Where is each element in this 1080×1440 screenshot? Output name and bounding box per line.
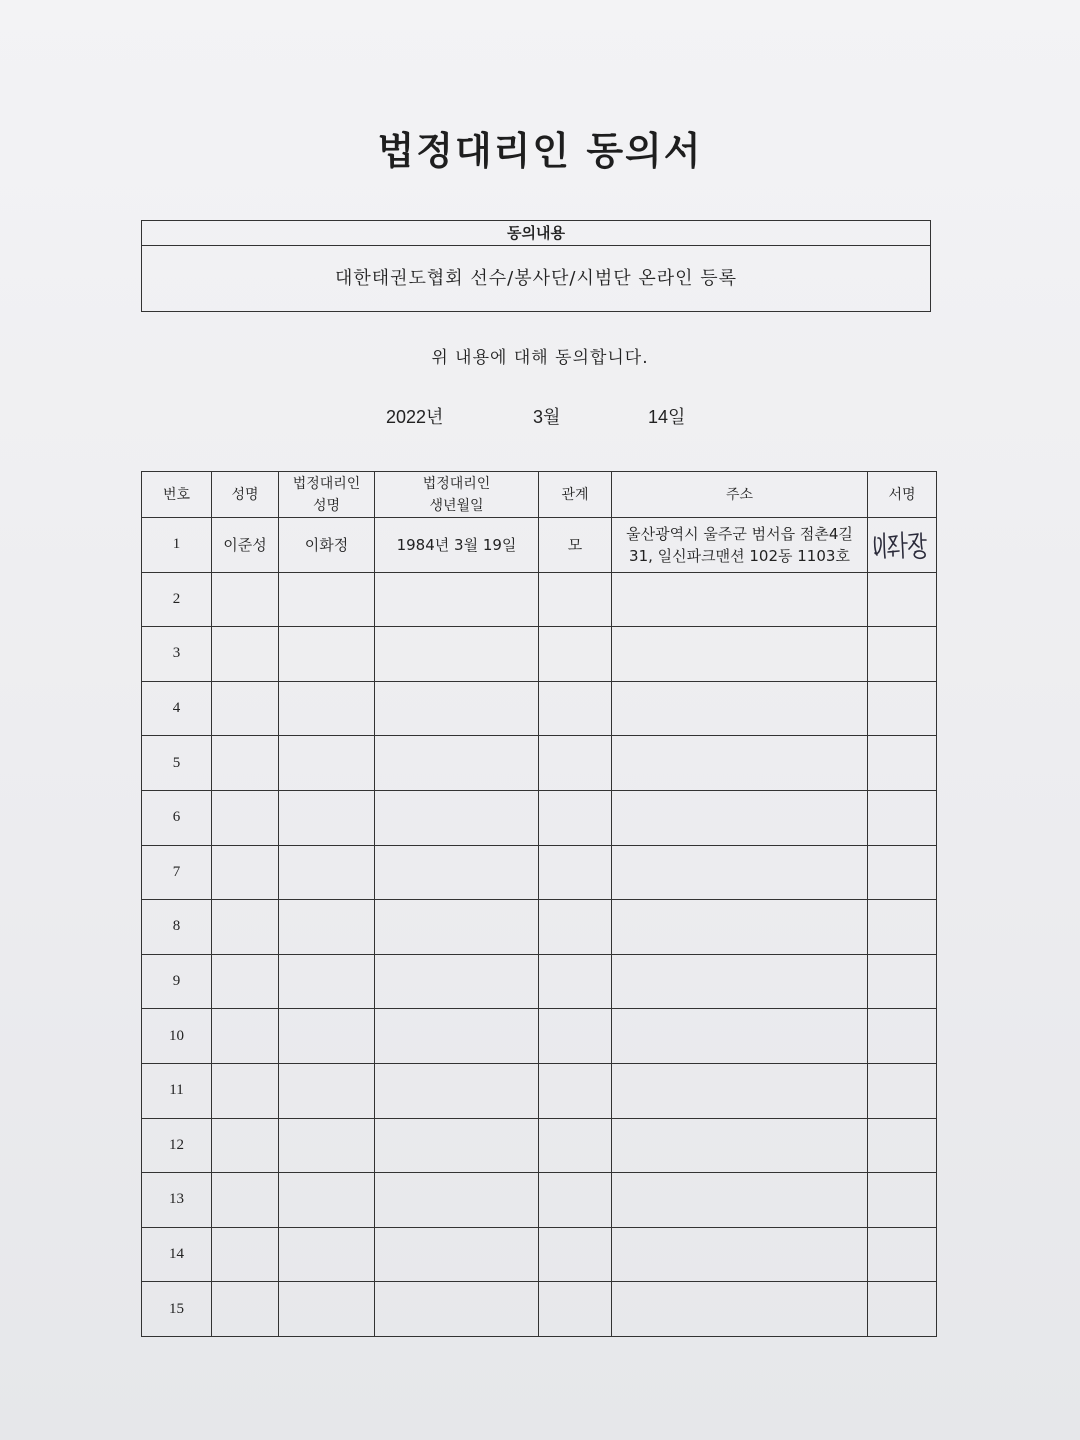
table-row bbox=[142, 1009, 937, 1064]
page-title: 법정대리인 동의서 bbox=[377, 129, 703, 173]
row-no: 6 bbox=[142, 790, 212, 845]
row-no: 9 bbox=[142, 954, 212, 1009]
date-year: 2022년 bbox=[386, 407, 444, 427]
header-guardian-name bbox=[279, 472, 375, 518]
consent-box bbox=[141, 220, 931, 312]
row-no: 13 bbox=[142, 1173, 212, 1228]
table-row bbox=[142, 790, 937, 845]
header-guardian-birth-line1: 법정대리인 bbox=[422, 475, 491, 492]
consent-header: 동의내용 bbox=[142, 221, 930, 246]
consent-content: 대한태권도협회 선수/봉사단/시범단 온라인 등록 bbox=[334, 268, 738, 289]
table-row bbox=[142, 845, 937, 900]
relation: 모 bbox=[539, 518, 612, 573]
header-guardian-birth bbox=[375, 472, 539, 518]
guardian-name: 이화정 bbox=[279, 518, 375, 573]
date-day: 14일 bbox=[648, 407, 686, 427]
guardian-birthdate: 1984년 3월 19일 bbox=[375, 518, 539, 573]
header-guardian-name-line1: 법정대리인 bbox=[292, 475, 361, 492]
row-no: 2 bbox=[142, 572, 212, 627]
address bbox=[612, 518, 868, 573]
table-row bbox=[142, 954, 937, 1009]
table-row bbox=[142, 681, 937, 736]
table-row bbox=[142, 1173, 937, 1228]
row-no: 11 bbox=[142, 1063, 212, 1118]
row-no: 14 bbox=[142, 1227, 212, 1282]
table-header-row bbox=[142, 472, 937, 518]
table-row bbox=[142, 1063, 937, 1118]
address-line-1: 울산광역시 울주군 범서읍 점촌4길 bbox=[626, 524, 853, 543]
date-month: 3월 bbox=[533, 407, 561, 427]
table-row bbox=[142, 900, 937, 955]
row-no: 3 bbox=[142, 627, 212, 682]
header-address: 주소 bbox=[612, 472, 868, 518]
table-row bbox=[142, 1227, 937, 1282]
row-no: 1 bbox=[142, 518, 212, 573]
handwritten-signature bbox=[871, 525, 933, 561]
table-row bbox=[142, 1282, 937, 1337]
table-row bbox=[142, 627, 937, 682]
table-row bbox=[142, 572, 937, 627]
row-no: 8 bbox=[142, 900, 212, 955]
row-no: 5 bbox=[142, 736, 212, 791]
header-guardian-birth-line2: 생년월일 bbox=[429, 497, 484, 514]
header-relation: 관계 bbox=[539, 472, 612, 518]
signature-cell bbox=[868, 518, 937, 573]
table-row bbox=[142, 518, 937, 573]
header-name: 성명 bbox=[212, 472, 279, 518]
agree-statement: 위 내용에 대해 동의합니다. bbox=[431, 348, 649, 368]
address-line-2: 31, 일신파크맨션 102동 1103호 bbox=[629, 546, 850, 565]
guardian-roster-table bbox=[141, 471, 937, 1337]
header-guardian-name-line2: 성명 bbox=[312, 497, 341, 514]
student-name: 이준성 bbox=[212, 518, 279, 573]
table-row bbox=[142, 736, 937, 791]
table-row bbox=[142, 1118, 937, 1173]
row-no: 4 bbox=[142, 681, 212, 736]
header-no: 번호 bbox=[142, 472, 212, 518]
row-no: 12 bbox=[142, 1118, 212, 1173]
header-signature: 서명 bbox=[868, 472, 937, 518]
row-no: 10 bbox=[142, 1009, 212, 1064]
row-no: 15 bbox=[142, 1282, 212, 1337]
row-no: 7 bbox=[142, 845, 212, 900]
